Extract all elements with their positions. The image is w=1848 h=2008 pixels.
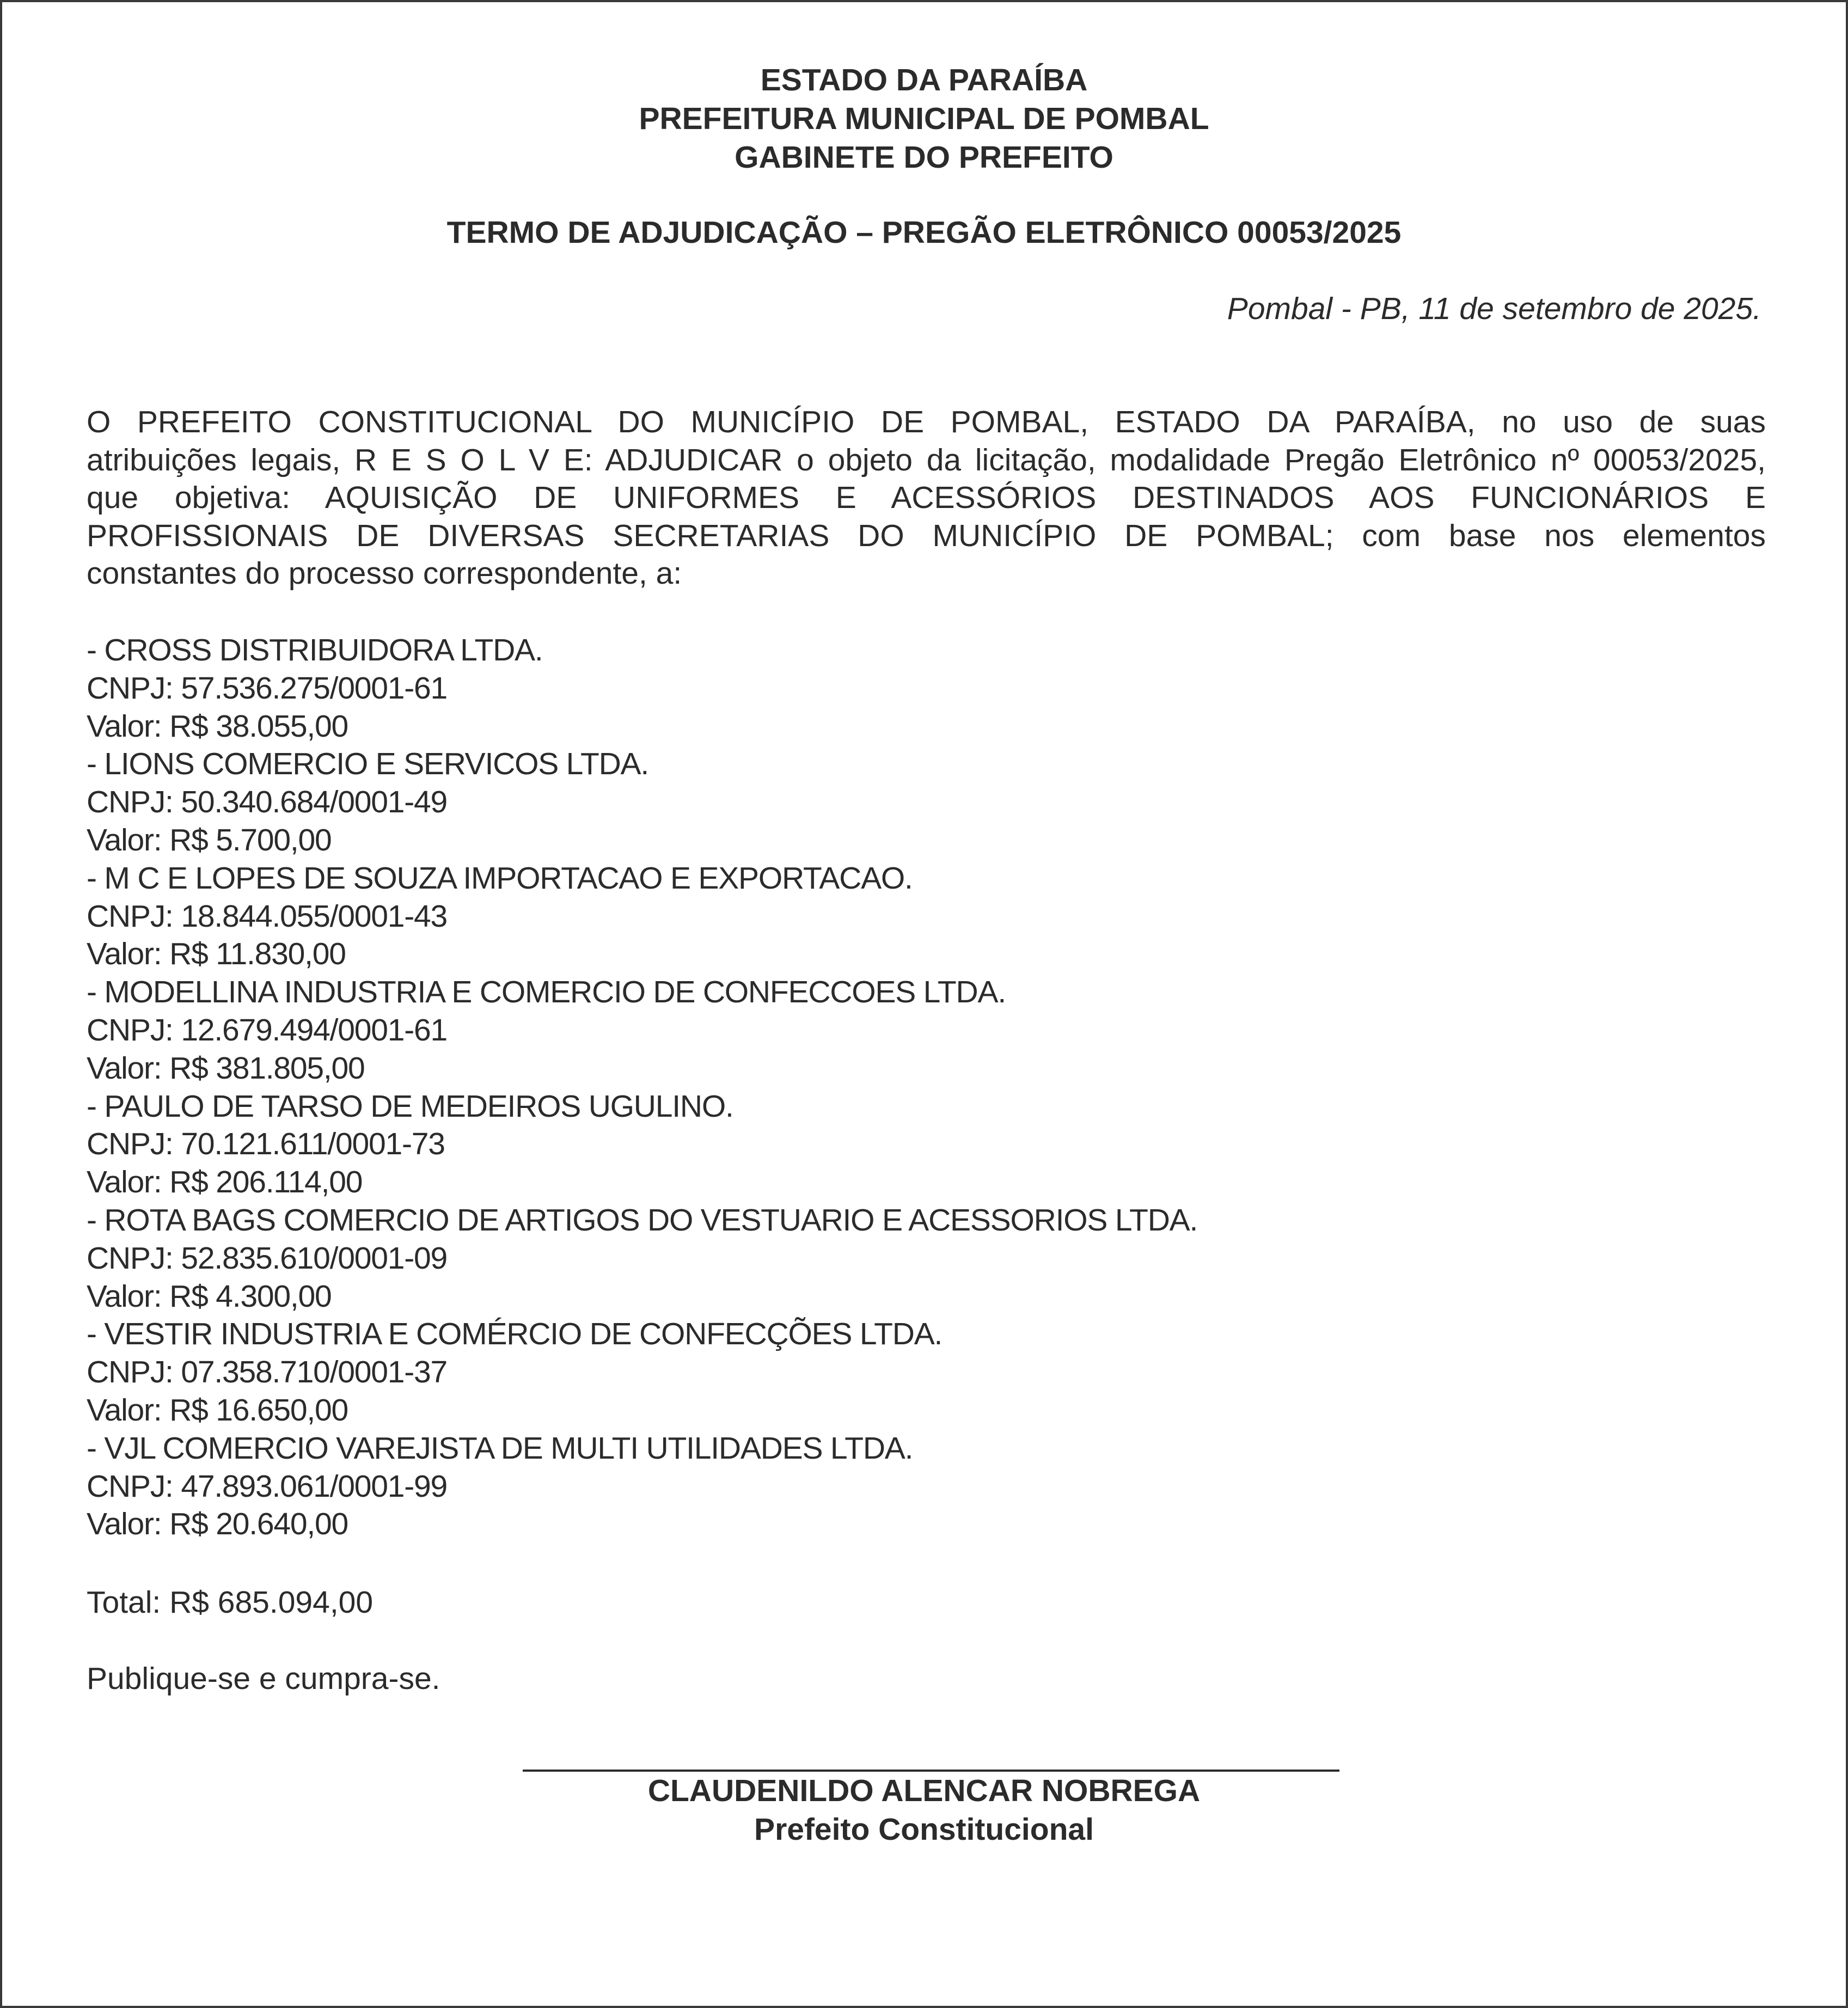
vendor-entry (87, 745, 1197, 859)
paragraph-line: que objetiva: AQUISIÇÃO DE UNIFORMES E ACESSÓRIOS DESTINADOS AOS FUNCIONÁRIOS E (87, 480, 1766, 516)
paragraph-line: PROFISSIONAIS DE DIVERSAS SECRETARIAS DO MUNICÍPIO DE POMBAL; com base nos elementos (87, 518, 1766, 553)
signature-block (2, 1772, 1846, 1849)
vendor-name: - ROTA BAGS COMERCIO DE ARTIGOS DO VESTUARIO E ACESSORIOS LTDA. (87, 1202, 1198, 1238)
document-header (2, 61, 1846, 177)
vendor-value: Valor: R$ 381.805,00 (87, 1050, 365, 1086)
vendor-value: Valor: R$ 20.640,00 (87, 1507, 348, 1542)
vendor-name: - M C E LOPES DE SOUZA IMPORTACAO E EXPORTACAO. (87, 860, 913, 896)
vendor-cnpj: CNPJ: 50.340.684/0001-49 (87, 785, 448, 820)
vendor-name: - CROSS DISTRIBUIDORA LTDA. (87, 633, 543, 668)
resolution-paragraph (87, 403, 1766, 593)
vendor-entry (87, 974, 1197, 1087)
vendor-cnpj: CNPJ: 47.893.061/0001-99 (87, 1468, 448, 1504)
vendor-entry (87, 1430, 1197, 1544)
signatory-role: Prefeito Constitucional (754, 1812, 1094, 1847)
vendor-name: - MODELLINA INDUSTRIA E COMERCIO DE CONFECCOES LTDA. (87, 975, 1006, 1010)
vendor-name: - PAULO DE TARSO DE MEDEIROS UGULINO. (87, 1088, 733, 1124)
vendor-cnpj: CNPJ: 12.679.494/0001-61 (87, 1012, 448, 1048)
vendor-entry (87, 1088, 1197, 1202)
document-title: TERMO DE ADJUDICAÇÃO – PREGÃO ELETRÔNICO 00053/2025 (446, 215, 1402, 250)
vendor-cnpj: CNPJ: 52.835.610/0001-09 (87, 1240, 448, 1276)
vendor-entry (87, 1202, 1197, 1315)
vendor-list (87, 632, 1197, 1544)
vendor-name: - VJL COMERCIO VAREJISTA DE MULTI UTILIDADES LTDA. (87, 1430, 913, 1466)
vendor-value: Valor: R$ 11.830,00 (87, 936, 346, 972)
paragraph-line: constantes do processo correspondente, a: (87, 556, 682, 591)
header-state: ESTADO DA PARAÍBA (760, 63, 1088, 97)
vendor-value: Valor: R$ 4.300,00 (87, 1278, 332, 1314)
signatory-name: CLAUDENILDO ALENCAR NOBREGA (647, 1773, 1201, 1808)
vendor-cnpj: CNPJ: 07.358.710/0001-37 (87, 1355, 448, 1390)
vendor-name: - LIONS COMERCIO E SERVICOS LTDA. (87, 746, 648, 782)
vendor-value: Valor: R$ 16.650,00 (87, 1392, 348, 1428)
paragraph-line: atribuições legais, R E S O L V E: ADJUDICAR o objeto da licitação, modalidade Pregão Eletrônico nº 00053/2025, (87, 442, 1766, 477)
paragraph-line: O PREFEITO CONSTITUCIONAL DO MUNICÍPIO DE POMBAL, ESTADO DA PARAÍBA, no uso de suas (87, 405, 1766, 439)
vendor-entry (87, 860, 1197, 974)
vendor-value: Valor: R$ 38.055,00 (87, 708, 348, 744)
vendor-entry (87, 632, 1197, 745)
closing-statement: Publique-se e cumpra-se. (87, 1661, 440, 1696)
vendor-value: Valor: R$ 206.114,00 (87, 1165, 363, 1200)
header-office: GABINETE DO PREFEITO (735, 140, 1113, 175)
vendor-cnpj: CNPJ: 18.844.055/0001-43 (87, 898, 448, 934)
total-value: Total: R$ 685.094,00 (87, 1585, 374, 1620)
vendor-cnpj: CNPJ: 70.121.611/0001-73 (87, 1127, 445, 1162)
vendor-cnpj: CNPJ: 57.536.275/0001-61 (87, 670, 448, 706)
vendor-value: Valor: R$ 5.700,00 (87, 822, 332, 858)
date-line: Pombal - PB, 11 de setembro de 2025. (1227, 291, 1761, 326)
header-municipality: PREFEITURA MUNICIPAL DE POMBAL (639, 101, 1209, 136)
vendor-entry (87, 1315, 1197, 1429)
vendor-name: - VESTIR INDUSTRIA E COMÉRCIO DE CONFECÇÕES LTDA. (87, 1317, 943, 1352)
